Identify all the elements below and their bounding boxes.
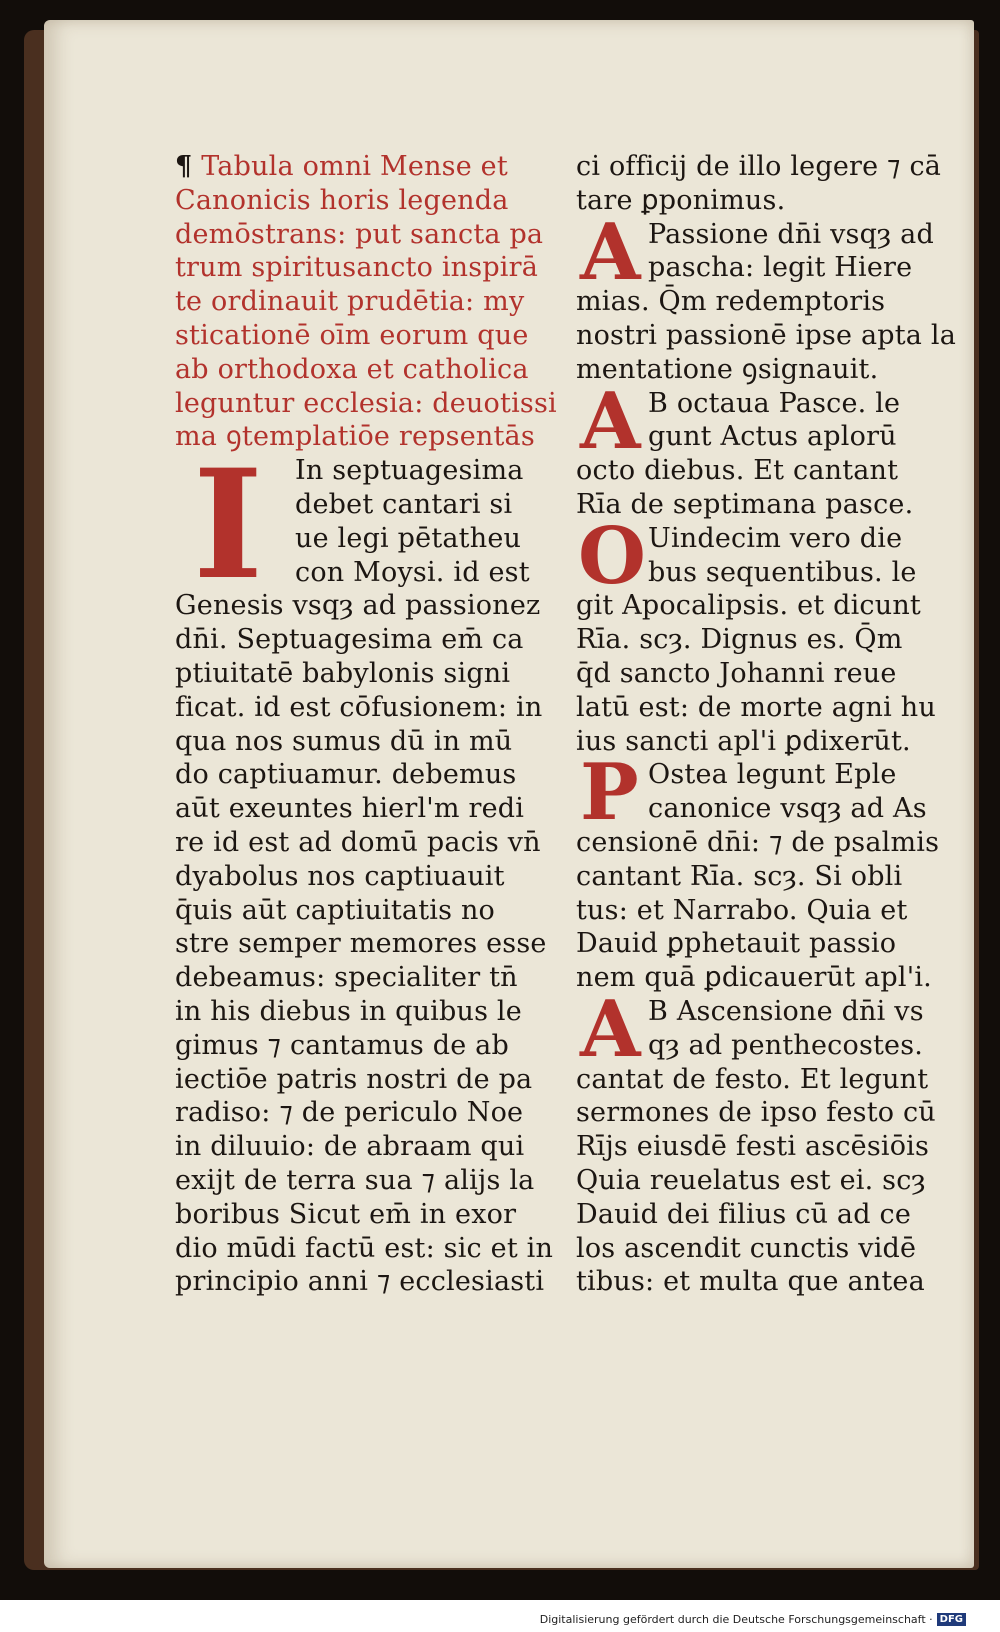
- text-line: censionē dn̄i: ⁊ de psalmis: [576, 826, 940, 858]
- rubric-text: Tabula omni Mense et: [201, 151, 508, 182]
- rubric-line: ab orthodoxa et catholica: [175, 353, 529, 385]
- rubric-line: [175, 150, 545, 184]
- footer-credit: [540, 1613, 966, 1626]
- text-line: gimus ⁊ cantamus de ab: [175, 1029, 509, 1061]
- rubric-line: trum spiritusancto inspirā: [175, 252, 539, 284]
- text-line: ue legi pētatheu: [295, 522, 522, 554]
- text-line: dyabolus nos captiuauit: [175, 860, 505, 892]
- text-line: do captiuamur. debemus: [175, 759, 517, 791]
- text-line: los ascendit cunctis vidē: [576, 1232, 917, 1264]
- text-line: cantant Rīa. scȝ. Si obli: [576, 860, 903, 892]
- text-line: Rīa. scȝ. Dignus es. Q̄m: [576, 624, 903, 656]
- text-line: Rīa de septimana pasce.: [576, 488, 914, 520]
- text-line: qȝ ad penthecostes.: [648, 1029, 924, 1061]
- text-line: In septuagesima: [295, 455, 524, 487]
- decorated-initial-A: A: [580, 983, 641, 1075]
- text-line: Ostea legunt Eple: [648, 759, 897, 791]
- text-line: debet cantari si: [295, 488, 513, 520]
- text-line: boribus Sicut em̄ in exor: [175, 1198, 517, 1230]
- text-line: pascha: legit Hiere: [648, 252, 913, 284]
- section-block: [576, 983, 956, 1299]
- text-line: tibus: et multa que antea: [576, 1266, 925, 1298]
- right-column: [576, 150, 956, 1299]
- text-line: nostri passionē ipse apta la: [576, 319, 956, 351]
- rubric-line: sticationē oīm eorum que: [175, 319, 529, 351]
- rubric-line: ma ꝯtemplatiōe repsentās: [175, 421, 535, 453]
- decorated-initial-A: A: [580, 375, 641, 467]
- text-line: principio anni ⁊ ecclesiasti: [175, 1266, 545, 1298]
- text-line: mias. Q̄m redemptoris: [576, 286, 886, 318]
- section-block: [576, 375, 956, 522]
- text-line: q̄uis aūt captiuitatis no: [175, 894, 495, 926]
- left-column: [175, 150, 557, 1299]
- text-line: Passione dn̄i vsqȝ ad: [648, 218, 934, 250]
- text-line: ficat. id est cōfusionem: in: [175, 691, 543, 723]
- section-block: [576, 510, 956, 759]
- decorated-initial-I: I: [193, 437, 264, 614]
- text-line: exijt de terra sua ⁊ alijs la: [175, 1164, 535, 1196]
- rubric-line: Canonicis horis legenda: [175, 184, 509, 216]
- decorated-initial-P: P: [580, 747, 639, 839]
- decorated-initial-O: O: [578, 510, 647, 602]
- decorated-initial-A: A: [580, 206, 641, 298]
- text-line: radiso: ⁊ de periculo Noe: [175, 1097, 524, 1129]
- section-block: [576, 747, 956, 995]
- text-line: Rījs eiusdē festi ascēsiōis: [576, 1131, 930, 1163]
- text-line: Quia reuelatus est ei. scȝ: [576, 1164, 926, 1196]
- text-line: Genesis vsqȝ ad passionez: [175, 590, 541, 622]
- rubric-line: leguntur ecclesia: deuotissi: [175, 387, 557, 419]
- text-line: latū est: de morte agni hu: [576, 691, 936, 723]
- text-line: q̄d sancto Johanni reue: [576, 657, 897, 689]
- text-line: aūt exeuntes hierl'm redi: [175, 793, 525, 825]
- text-line: con Moysi. id est: [295, 556, 530, 588]
- dfg-logo-icon: DFG: [937, 1613, 966, 1626]
- text-line: re id est ad domū pacis vn̄: [175, 826, 541, 858]
- text-line: ci officij de illo legere ⁊ cā: [576, 151, 942, 182]
- text-line: debeamus: specialiter tn̄: [175, 962, 518, 994]
- text-line: nem quā ꝑdicauerūt apl'i.: [576, 962, 932, 994]
- text-line: dn̄i. Septuagesima em̄ ca: [175, 624, 524, 656]
- text-line: cantat de festo. Et legunt: [576, 1063, 929, 1095]
- text-line: tare ꝑponimus.: [576, 184, 786, 216]
- funding-credit-text: Digitalisierung gefördert durch die Deutsche Forschungsgemeinschaft ·: [539, 1613, 933, 1626]
- text-line: Uindecim vero die: [648, 522, 903, 554]
- text-line: B octaua Pasce. le: [648, 387, 901, 419]
- text-line: B Ascensione dn̄i vs: [648, 995, 924, 1027]
- text-line: bus sequentibus. le: [648, 556, 917, 588]
- text-line: Dauid ꝑphetauit passio: [576, 928, 897, 960]
- text-line: dio mūdi factū est: sic et in: [175, 1232, 554, 1264]
- text-line: Dauid dei filius cū ad ce: [576, 1198, 911, 1230]
- rubric-line: te ordinauit prudētia: my: [175, 286, 525, 318]
- paragraph-mark-icon: ¶: [175, 151, 193, 182]
- text-line: git Apocalipsis. et dicunt: [576, 590, 921, 622]
- text-line: octo diebus. Et cantant: [576, 455, 899, 487]
- text-line: in diluuio: de abraam qui: [175, 1131, 525, 1163]
- rubric-line: demōstrans: put sancta pa: [175, 218, 544, 250]
- section-block: [576, 206, 956, 387]
- text-line: iectiōe patris nostri de pa: [175, 1063, 533, 1095]
- text-line: tus: et Narrabo. Quia et: [576, 894, 908, 926]
- text-line: gunt Actus aplorū: [648, 421, 897, 453]
- text-line: ius sancti apl'i ꝑdixerūt.: [576, 725, 911, 757]
- text-line: mentatione ꝯsignauit.: [576, 353, 879, 385]
- text-line: qua nos sumus dū in mū: [175, 725, 513, 757]
- text-line: sermones de ipso festo cū: [576, 1097, 936, 1129]
- text-line: stre semper memores esse: [175, 928, 547, 960]
- text-line: canonice vsqȝ ad As: [648, 793, 927, 825]
- text-line: in his diebus in quibus le: [175, 995, 522, 1027]
- text-line: ptiuitatē babylonis signi: [175, 657, 511, 689]
